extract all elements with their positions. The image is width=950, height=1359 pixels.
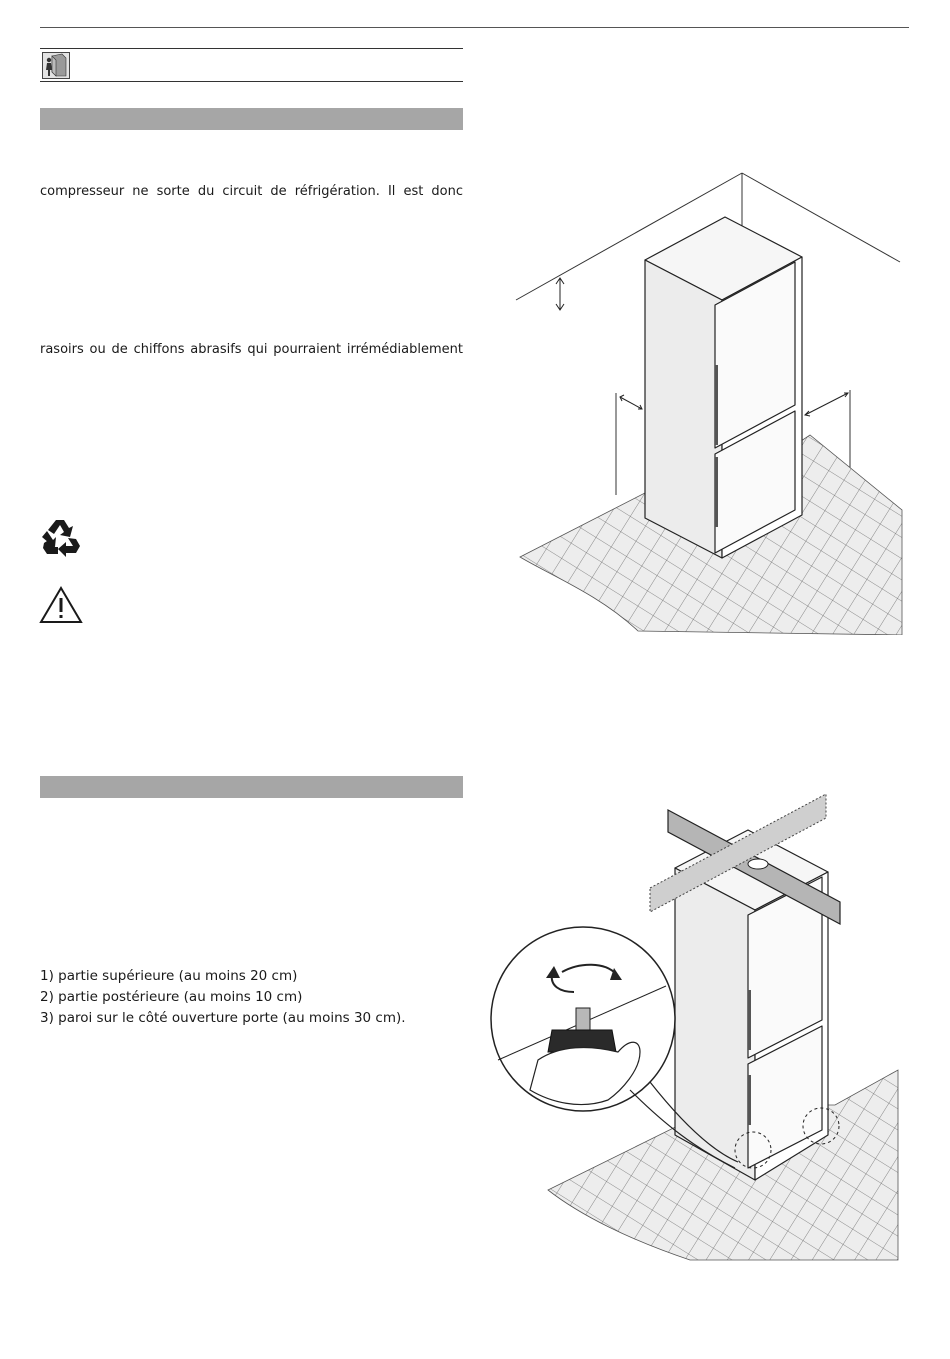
clearance-item-rear: 2) partie postérieure (au moins 10 cm) bbox=[40, 989, 303, 1005]
section-title-bar bbox=[40, 108, 463, 130]
recycling-icon bbox=[40, 517, 82, 559]
fridge-leveling-illustration bbox=[490, 790, 910, 1280]
fridge-clearance-illustration bbox=[510, 165, 910, 635]
warning-triangle-icon bbox=[39, 586, 83, 624]
clearance-item-top: 1) partie supérieure (au moins 20 cm) bbox=[40, 968, 298, 984]
body-text-line: compresseur ne sorte du circuit de réfrigération. Il est donc bbox=[40, 184, 463, 199]
person-installing-appliance-icon bbox=[42, 52, 70, 79]
section-title-bar bbox=[40, 776, 463, 798]
section-header bbox=[40, 48, 463, 82]
page-top-rule bbox=[40, 27, 909, 28]
clearance-item-side: 3) paroi sur le côté ouverture porte (au moins 30 cm). bbox=[40, 1010, 406, 1026]
body-text-line: rasoirs ou de chiffons abrasifs qui pourraient irrémédiablement bbox=[40, 342, 463, 357]
